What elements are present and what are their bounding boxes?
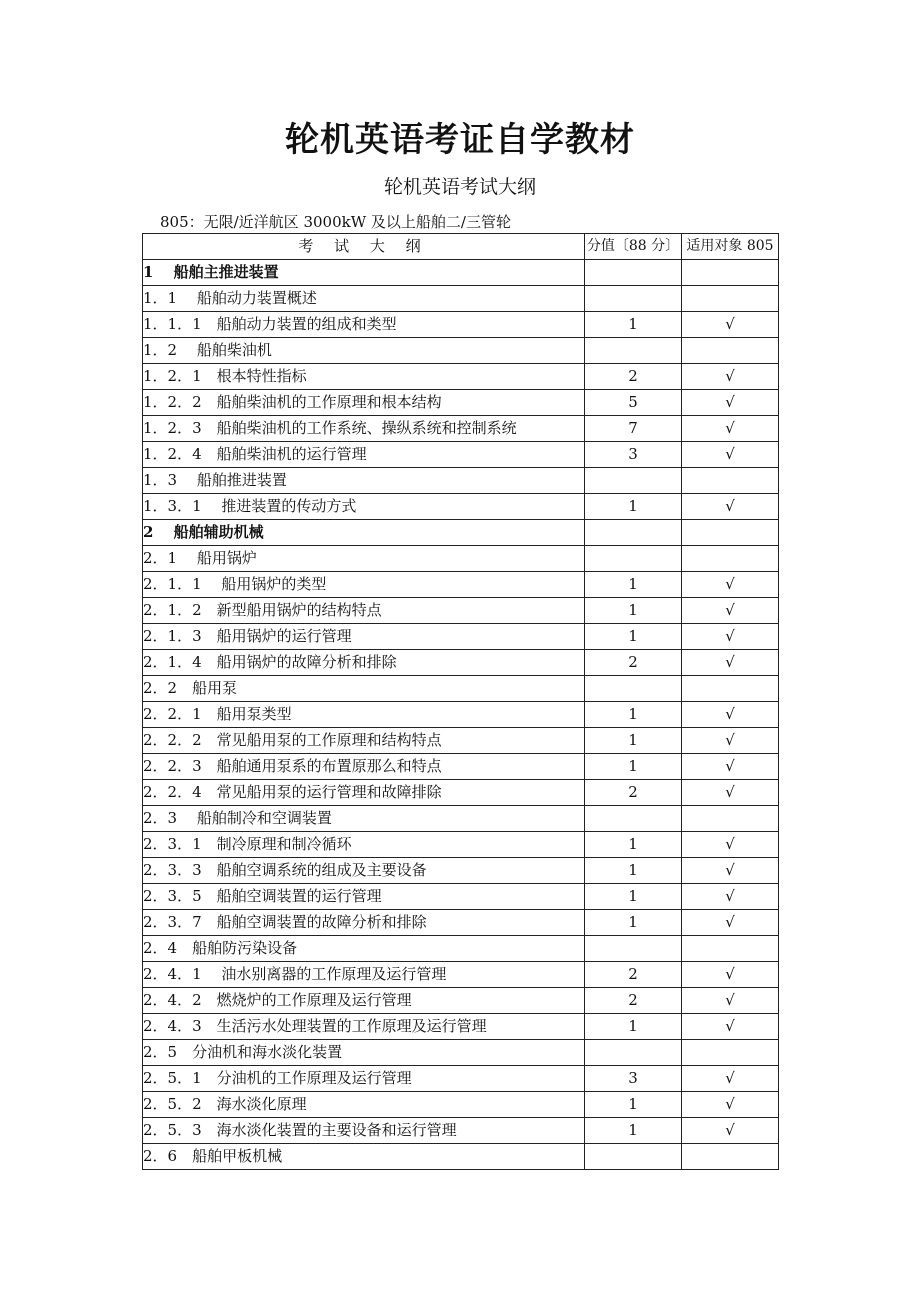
table-row xyxy=(143,650,779,676)
row-score: 1 xyxy=(585,910,682,936)
table-row xyxy=(143,780,779,806)
row-item-text: 2．3．3 船舶空调系统的组成及主要设备 xyxy=(143,858,585,884)
row-item-text: 2．1．3 船用锅炉的运行管理 xyxy=(143,624,585,650)
row-score: 1 xyxy=(585,858,682,884)
row-score xyxy=(585,546,682,572)
table-row xyxy=(143,1092,779,1118)
row-score xyxy=(585,1040,682,1066)
table-row xyxy=(143,338,779,364)
row-item-text: 2．5．2 海水淡化原理 xyxy=(143,1092,585,1118)
row-applies-check xyxy=(682,338,779,364)
row-applies-check: √ xyxy=(682,1066,779,1092)
row-applies-check: √ xyxy=(682,312,779,338)
table-row xyxy=(143,988,779,1014)
row-score xyxy=(585,520,682,546)
row-applies-check: √ xyxy=(682,650,779,676)
row-score xyxy=(585,338,682,364)
table-row xyxy=(143,728,779,754)
document-subtitle: 轮机英语考试大纲 xyxy=(383,176,536,198)
table-row xyxy=(143,260,779,286)
row-item-text: 2．2 船用泵 xyxy=(143,676,585,702)
row-applies-check xyxy=(682,520,779,546)
row-score xyxy=(585,676,682,702)
table-row xyxy=(143,598,779,624)
row-applies-check xyxy=(682,546,779,572)
row-applies-check: √ xyxy=(682,494,779,520)
row-item-text: 1．2 船舶柴油机 xyxy=(143,338,585,364)
row-score: 1 xyxy=(585,832,682,858)
row-applies-check: √ xyxy=(682,442,779,468)
row-item-text: 2．5．3 海水淡化装置的主要设备和运行管理 xyxy=(143,1118,585,1144)
row-item-text: 2．1 船用锅炉 xyxy=(143,546,585,572)
row-item-text: 1．2．4 船舶柴油机的运行管理 xyxy=(143,442,585,468)
row-applies-check: √ xyxy=(682,832,779,858)
table-row xyxy=(143,1066,779,1092)
row-applies-check: √ xyxy=(682,910,779,936)
row-score: 3 xyxy=(585,1066,682,1092)
row-score: 2 xyxy=(585,962,682,988)
table-row xyxy=(143,676,779,702)
row-applies-check: √ xyxy=(682,364,779,390)
row-applies-check: √ xyxy=(682,1092,779,1118)
row-item-text: 2．6 船舶甲板机械 xyxy=(143,1144,585,1170)
table-row xyxy=(143,468,779,494)
row-applies-check: √ xyxy=(682,416,779,442)
row-score: 2 xyxy=(585,988,682,1014)
table-row xyxy=(143,962,779,988)
row-applies-check: √ xyxy=(682,858,779,884)
row-score: 1 xyxy=(585,728,682,754)
row-item-text: 2．1．2 新型船用锅炉的结构特点 xyxy=(143,598,585,624)
table-row xyxy=(143,1040,779,1066)
table-row xyxy=(143,806,779,832)
row-item-text: 1．2．1 根本特性指标 xyxy=(143,364,585,390)
row-score: 7 xyxy=(585,416,682,442)
row-score: 1 xyxy=(585,884,682,910)
row-score xyxy=(585,260,682,286)
row-applies-check xyxy=(682,806,779,832)
table-row xyxy=(143,494,779,520)
table-row xyxy=(143,754,779,780)
header-score: 分值〔88 分〕 xyxy=(585,234,682,260)
row-score: 1 xyxy=(585,702,682,728)
row-score xyxy=(585,806,682,832)
table-row xyxy=(143,364,779,390)
table-row xyxy=(143,286,779,312)
row-item-text: 1．3 船舶推进装置 xyxy=(143,468,585,494)
row-item-text: 1．2．3 船舶柴油机的工作系统、操纵系统和控制系统 xyxy=(143,416,585,442)
table-row xyxy=(143,910,779,936)
scope-line: 805：无限/近洋航区 3000kW 及以上船舶二/三管轮 xyxy=(160,213,511,231)
row-item-text: 2．3．1 制冷原理和制冷循环 xyxy=(143,832,585,858)
table-row xyxy=(143,416,779,442)
row-applies-check: √ xyxy=(682,598,779,624)
row-applies-check: √ xyxy=(682,390,779,416)
row-item-text: 2．5．1 分油机的工作原理及运行管理 xyxy=(143,1066,585,1092)
row-applies-check: √ xyxy=(682,754,779,780)
table-row xyxy=(143,442,779,468)
table-row xyxy=(143,884,779,910)
row-score: 1 xyxy=(585,1118,682,1144)
row-item-text: 2 船舶辅助机械 xyxy=(143,520,585,546)
row-applies-check: √ xyxy=(682,702,779,728)
row-score: 1 xyxy=(585,1092,682,1118)
row-score: 1 xyxy=(585,598,682,624)
table-row xyxy=(143,572,779,598)
row-item-text: 2．2．4 常见船用泵的运行管理和故障排除 xyxy=(143,780,585,806)
row-item-text: 2．4．2 燃烧炉的工作原理及运行管理 xyxy=(143,988,585,1014)
row-item-text: 2．3 船舶制冷和空调装置 xyxy=(143,806,585,832)
row-applies-check: √ xyxy=(682,1118,779,1144)
row-score xyxy=(585,936,682,962)
row-applies-check: √ xyxy=(682,624,779,650)
row-score: 1 xyxy=(585,572,682,598)
table-row xyxy=(143,1118,779,1144)
row-item-text: 2．3．5 船舶空调装置的运行管理 xyxy=(143,884,585,910)
row-item-text: 2．3．7 船舶空调装置的故障分析和排除 xyxy=(143,910,585,936)
row-applies-check: √ xyxy=(682,728,779,754)
row-score: 2 xyxy=(585,364,682,390)
row-item-text: 1．1．1 船舶动力装置的组成和类型 xyxy=(143,312,585,338)
table-row xyxy=(143,624,779,650)
row-applies-check xyxy=(682,286,779,312)
row-score: 1 xyxy=(585,1014,682,1040)
row-applies-check xyxy=(682,468,779,494)
row-item-text: 1 船舶主推进装置 xyxy=(143,260,585,286)
row-applies-check: √ xyxy=(682,780,779,806)
document-title: 轮机英语考证自学教材 xyxy=(285,120,635,160)
row-score: 2 xyxy=(585,650,682,676)
row-item-text: 1．1 船舶动力装置概述 xyxy=(143,286,585,312)
row-item-text: 2．1．1 船用锅炉的类型 xyxy=(143,572,585,598)
row-item-text: 1．3．1 推进装置的传动方式 xyxy=(143,494,585,520)
header-applies: 适用对象 805 xyxy=(682,234,779,260)
row-applies-check xyxy=(682,936,779,962)
row-applies-check: √ xyxy=(682,1014,779,1040)
row-score xyxy=(585,286,682,312)
table-row xyxy=(143,702,779,728)
table-row xyxy=(143,390,779,416)
row-item-text: 2．2．3 船舶通用泵系的布置原那么和特点 xyxy=(143,754,585,780)
row-item-text: 2．4 船舶防污染设备 xyxy=(143,936,585,962)
syllabus-table xyxy=(142,233,779,1170)
row-item-text: 2．1．4 船用锅炉的故障分析和排除 xyxy=(143,650,585,676)
row-item-text: 2．4．1 油水别离器的工作原理及运行管理 xyxy=(143,962,585,988)
row-score: 1 xyxy=(585,312,682,338)
table-row xyxy=(143,520,779,546)
row-score: 1 xyxy=(585,624,682,650)
header-item: 考 试 大 纲 xyxy=(143,234,585,260)
row-applies-check xyxy=(682,1040,779,1066)
table-row xyxy=(143,312,779,338)
row-applies-check: √ xyxy=(682,572,779,598)
row-score xyxy=(585,1144,682,1170)
row-applies-check xyxy=(682,676,779,702)
row-applies-check: √ xyxy=(682,962,779,988)
table-row xyxy=(143,546,779,572)
row-score: 1 xyxy=(585,494,682,520)
row-applies-check xyxy=(682,260,779,286)
row-item-text: 2．5 分油机和海水淡化装置 xyxy=(143,1040,585,1066)
row-score xyxy=(585,468,682,494)
table-row xyxy=(143,858,779,884)
row-applies-check xyxy=(682,1144,779,1170)
row-score: 5 xyxy=(585,390,682,416)
table-row xyxy=(143,832,779,858)
table-row xyxy=(143,936,779,962)
table-row xyxy=(143,1144,779,1170)
row-item-text: 2．2．2 常见船用泵的工作原理和结构特点 xyxy=(143,728,585,754)
row-item-text: 2．2．1 船用泵类型 xyxy=(143,702,585,728)
row-item-text: 2．4．3 生活污水处理装置的工作原理及运行管理 xyxy=(143,1014,585,1040)
table-row xyxy=(143,1014,779,1040)
row-applies-check: √ xyxy=(682,884,779,910)
row-item-text: 1．2．2 船舶柴油机的工作原理和根本结构 xyxy=(143,390,585,416)
table-header-row xyxy=(143,234,779,260)
row-score: 1 xyxy=(585,754,682,780)
row-applies-check: √ xyxy=(682,988,779,1014)
row-score: 2 xyxy=(585,780,682,806)
row-score: 3 xyxy=(585,442,682,468)
